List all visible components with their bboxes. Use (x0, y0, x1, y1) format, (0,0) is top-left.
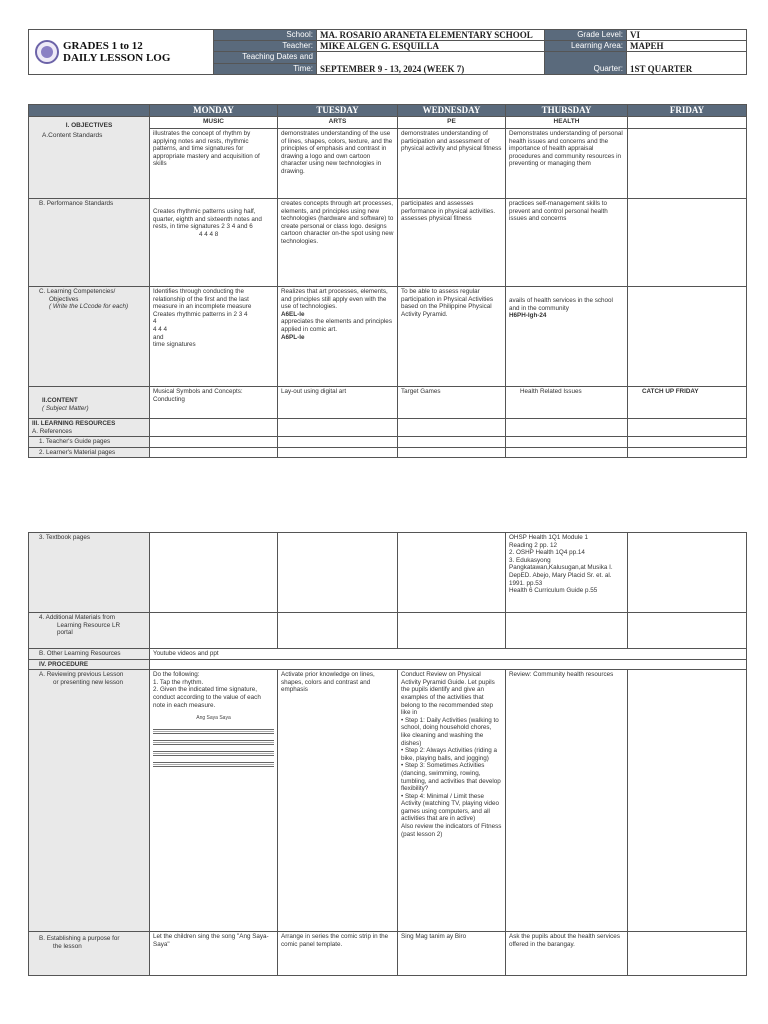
additional-label-2: Learning Resource LR (57, 621, 121, 629)
reviewing-pe-6: Also review the indicators of Fitness (past lesson 2) (401, 823, 502, 838)
area-value: MAPEH (627, 41, 747, 52)
reviewing-music-3: 2. Given the indicated time signature, conduct according to the value of each note in each measure. (153, 686, 261, 709)
dates-value: SEPTEMBER 9 - 13, 2024 (WEEK 7) (317, 52, 545, 75)
purpose-arts: Arrange in series the comic strip in the comic panel template. (278, 932, 398, 976)
procedure-label: IV. PROCEDURE (29, 659, 150, 670)
content-standards-label: A.Content Standards (42, 131, 103, 139)
textbook-health-5: Health 6 Curriculum Guide p.55 (509, 587, 598, 595)
reviewing-music (150, 670, 278, 932)
reviewing-pe-1: Conduct Review on Physical Activity Pyramid Guide. Let pupils the pupils identify and give an examples of the activities that belong to the recommended step like in (401, 671, 495, 717)
purpose-label (29, 932, 150, 976)
teachers-guide-row (29, 437, 747, 448)
lc-arts (278, 287, 398, 387)
textbook-label: 3. Textbook pages (29, 533, 150, 613)
header-table (28, 29, 747, 75)
objectives-label: I. OBJECTIVES (65, 122, 113, 129)
school-label: School: (214, 30, 317, 41)
lc-music: Identifies through conducting the relationship of the first and the last measure in an incomplete measure Creates rhythmic patterns in 2 3 4 4 4 4 4 and time signatures (150, 287, 278, 387)
reviewing-music-2: 1. Tap the rhythm. (153, 678, 204, 686)
procedure-row (29, 659, 747, 670)
textbook-health (506, 533, 628, 613)
subject-row (29, 117, 747, 129)
title-line-2: DAILY LESSON LOG (63, 52, 171, 64)
reviewing-music-1: Do the following: (153, 671, 200, 679)
ps-pe-text-1: participates and assesses performance in physical activities. (401, 200, 496, 215)
quarter-value: 1ST QUARTER (627, 52, 747, 75)
subject-health: HEALTH (506, 117, 628, 129)
reviewing-pe-3: • Step 2: Always Activities (riding a bike, playing balls, and jogging) (401, 747, 497, 762)
learners-material-label: 2. Learner's Material pages (29, 447, 150, 458)
reviewing-pe (398, 670, 506, 932)
purpose-music: Let the children sing the song "Ang Saya-Saya" (150, 932, 278, 976)
lc-music-2: Creates rhythmic patterns in 2 3 4 (153, 310, 248, 318)
title-line-1: GRADES 1 to 12 (63, 40, 143, 52)
lc-arts-1: Realizes that art processes, elements, and principles still apply even with the use of technologies. (281, 288, 388, 311)
lc-arts-code-2: A6PL-Ie (281, 333, 305, 341)
ps-friday (628, 199, 747, 287)
cs-arts: demonstrates understanding of the use of lines, shapes, colors, texture, and the principles of emphasis and contrast in drawing a logo and own cartoon character using new technologies in drawing. (278, 129, 398, 199)
dates-label-2: Time: (214, 64, 317, 75)
lc-arts-2: appreciates the elements and principles applied in comic art. (281, 318, 392, 333)
other-resources-label: B. Other Learning Resources (29, 649, 150, 660)
ps-music-text: Creates rhythmic patterns using half, quarter, eighth and sixteenth notes and rests, in time signatures 2 3 4 and 6 (153, 208, 262, 231)
additional-label-3: portal (57, 629, 73, 637)
competencies-label-1: C. Learning Competencies/ (39, 288, 116, 295)
reviewing-arts: Activate prior knowledge on lines, shapes, colors and contrast and emphasis (278, 670, 398, 932)
additional-label-1: 4. Additional Materials from (39, 614, 115, 621)
textbook-health-3: 2. OSHP Health 1Q4 pp.14 (509, 549, 585, 557)
additional-materials-label (29, 613, 150, 649)
cs-music: illustrates the concept of rhythm by applying notes and rests, rhythmic patterns, and time signatures for appropriate mastery and acquisition of skills (150, 129, 278, 199)
learning-resources-label: III. LEARNING RESOURCES (32, 420, 116, 427)
reviewing-label-1: A. Reviewing previous Lesson (39, 671, 124, 679)
lc-health-code: H6PH-Igh-24 (509, 312, 547, 320)
textbook-health-1: OHSP Health 1Q1 Module 1 (509, 534, 588, 541)
other-resources-row (29, 649, 747, 660)
ps-health: practices self-management skills to prevent and control personal health issues and concerns (506, 199, 628, 287)
content-arts: Lay-out using digital art (278, 387, 398, 419)
other-resources-value: Youtube videos and ppt (150, 649, 747, 660)
purpose-health: Ask the pupils about the health services offered in the barangay. (506, 932, 628, 976)
lc-music-4: and (153, 333, 164, 341)
subject-friday (628, 117, 747, 129)
learning-resources-label-cell (29, 419, 150, 437)
grade-label: Grade Level: (545, 30, 627, 41)
lc-arts-code-1: A6EL-Ie (281, 310, 305, 318)
teachers-guide-label: 1. Teacher's Guide pages (29, 437, 150, 448)
ps-music-signatures: 4 4 4 8 (199, 230, 219, 238)
competencies-row (29, 287, 747, 387)
content-label-cell (29, 387, 150, 419)
dates-label-1: Teaching Dates and (214, 52, 317, 64)
cs-health: Demonstrates understanding of personal health issues and concerns and the importance of health appraisal procedures and community resources in preventing or managing them (506, 129, 628, 199)
subject-music: MUSIC (150, 117, 278, 129)
music-staff-4 (153, 762, 274, 767)
purpose-pe: Sing Mag tanim ay Biro (398, 932, 506, 976)
teacher-label: Teacher: (214, 41, 317, 52)
purpose-label-2: the lesson (53, 942, 82, 950)
subject-pe: PE (398, 117, 506, 129)
reviewing-row (29, 670, 747, 932)
ps-pe-text-2: assesses physical fitness (401, 215, 472, 223)
textbook-row (29, 533, 747, 613)
content-label: II.CONTENT (42, 397, 78, 404)
lc-health (506, 287, 628, 387)
area-label: Learning Area: (545, 41, 627, 52)
day-friday: FRIDAY (628, 105, 747, 117)
textbook-health-2: Reading 2 pp. 12 (509, 541, 557, 549)
reviewing-label (29, 670, 150, 932)
competencies-label (29, 287, 150, 387)
song-title: Ang Saya Saya (196, 715, 231, 722)
reviewing-pe-4: • Step 3: Sometimes Activities (dancing, swimming, rowing, tumbling, and activities that develop flexibility? (401, 762, 501, 793)
reviewing-pe-2: • Step 1: Daily Activities (walking to school, doing household chores, like cleaning and washing the dishes) (401, 716, 499, 747)
learners-material-row (29, 447, 747, 458)
day-monday: MONDAY (150, 105, 278, 117)
purpose-label-1: B. Establishing a purpose for (39, 935, 120, 943)
competencies-label-3: ( Write the LCcode for each) (49, 303, 129, 311)
day-thursday: THURSDAY (506, 105, 628, 117)
content-row (29, 387, 747, 419)
purpose-row (29, 932, 747, 976)
reviewing-label-2: or presenting new lesson (53, 678, 124, 686)
lc-music-3: 4 4 4 (153, 325, 168, 333)
deped-seal-icon (35, 40, 59, 64)
reviewing-health: Review: Community health resources (506, 670, 628, 932)
subject-arts: ARTS (278, 117, 398, 129)
music-staff-3 (153, 751, 274, 756)
ps-arts: creates concepts through art processes, elements, and principles using new technologies (hardware and software) to create personal or class logo. designs cartoon character on-the spot using new technologies. (278, 199, 398, 287)
music-staff-2 (153, 740, 274, 745)
cs-pe: demonstrates understanding of participation and assessment of physical activity and physical fitness (398, 129, 506, 199)
competencies-label-2: Objectives (49, 295, 79, 303)
lc-health-1: avails of health services in the school and in the community (509, 297, 613, 312)
day-header-row (29, 105, 747, 117)
performance-standards-row (29, 199, 747, 287)
school-value: MA. ROSARIO ARANETA ELEMENTARY SCHOOL (317, 30, 545, 41)
lc-pe: To be able to assess regular participation in Physical Activities based on the Philippine Physical Activity Pyramid. (398, 287, 506, 387)
performance-standards-label: B. Performance Standards (29, 199, 150, 287)
content-pe: Target Games (398, 387, 506, 419)
content-music: Musical Symbols and Concepts: Conducting (150, 387, 278, 419)
lc-music-5: time signatures (153, 341, 196, 349)
day-wednesday: WEDNESDAY (398, 105, 506, 117)
content-health: Health Related Issues (506, 387, 628, 419)
additional-materials-row (29, 613, 747, 649)
day-tuesday: TUESDAY (278, 105, 398, 117)
quarter-label: Quarter: (545, 52, 627, 75)
grade-value: VI (627, 30, 747, 41)
header-logo-cell (29, 30, 214, 75)
song-sheet-music (153, 715, 274, 767)
textbook-health-4: 3. Edukasyong Pangkatawan,Kalusugan,at Musika I. DepED. Abejo, Mary Placid Sr. et. al. 1991. pp.53 (509, 556, 613, 587)
content-friday: CATCH UP FRIDAY (628, 387, 747, 419)
reviewing-pe-5: • Step 4: Minimal / Limit these Activity (watching TV, playing video games using computers, and all activities that are in active) (401, 792, 500, 823)
subject-matter-label: ( Subject Matter) (42, 404, 89, 412)
cs-friday (628, 129, 747, 199)
music-staff-1 (153, 729, 274, 734)
learning-resources-row (29, 419, 747, 437)
lesson-table-part-1 (28, 104, 747, 458)
ps-music (150, 199, 278, 287)
ps-pe (398, 199, 506, 287)
references-label: A. References (32, 427, 72, 435)
teacher-value: MIKE ALGEN G. ESQUILLA (317, 41, 545, 52)
lc-music-1: Identifies through conducting the relationship of the first and the last measure in an incomplete measure (153, 288, 252, 311)
lc-friday (628, 287, 747, 387)
lesson-table-part-2 (28, 532, 747, 976)
